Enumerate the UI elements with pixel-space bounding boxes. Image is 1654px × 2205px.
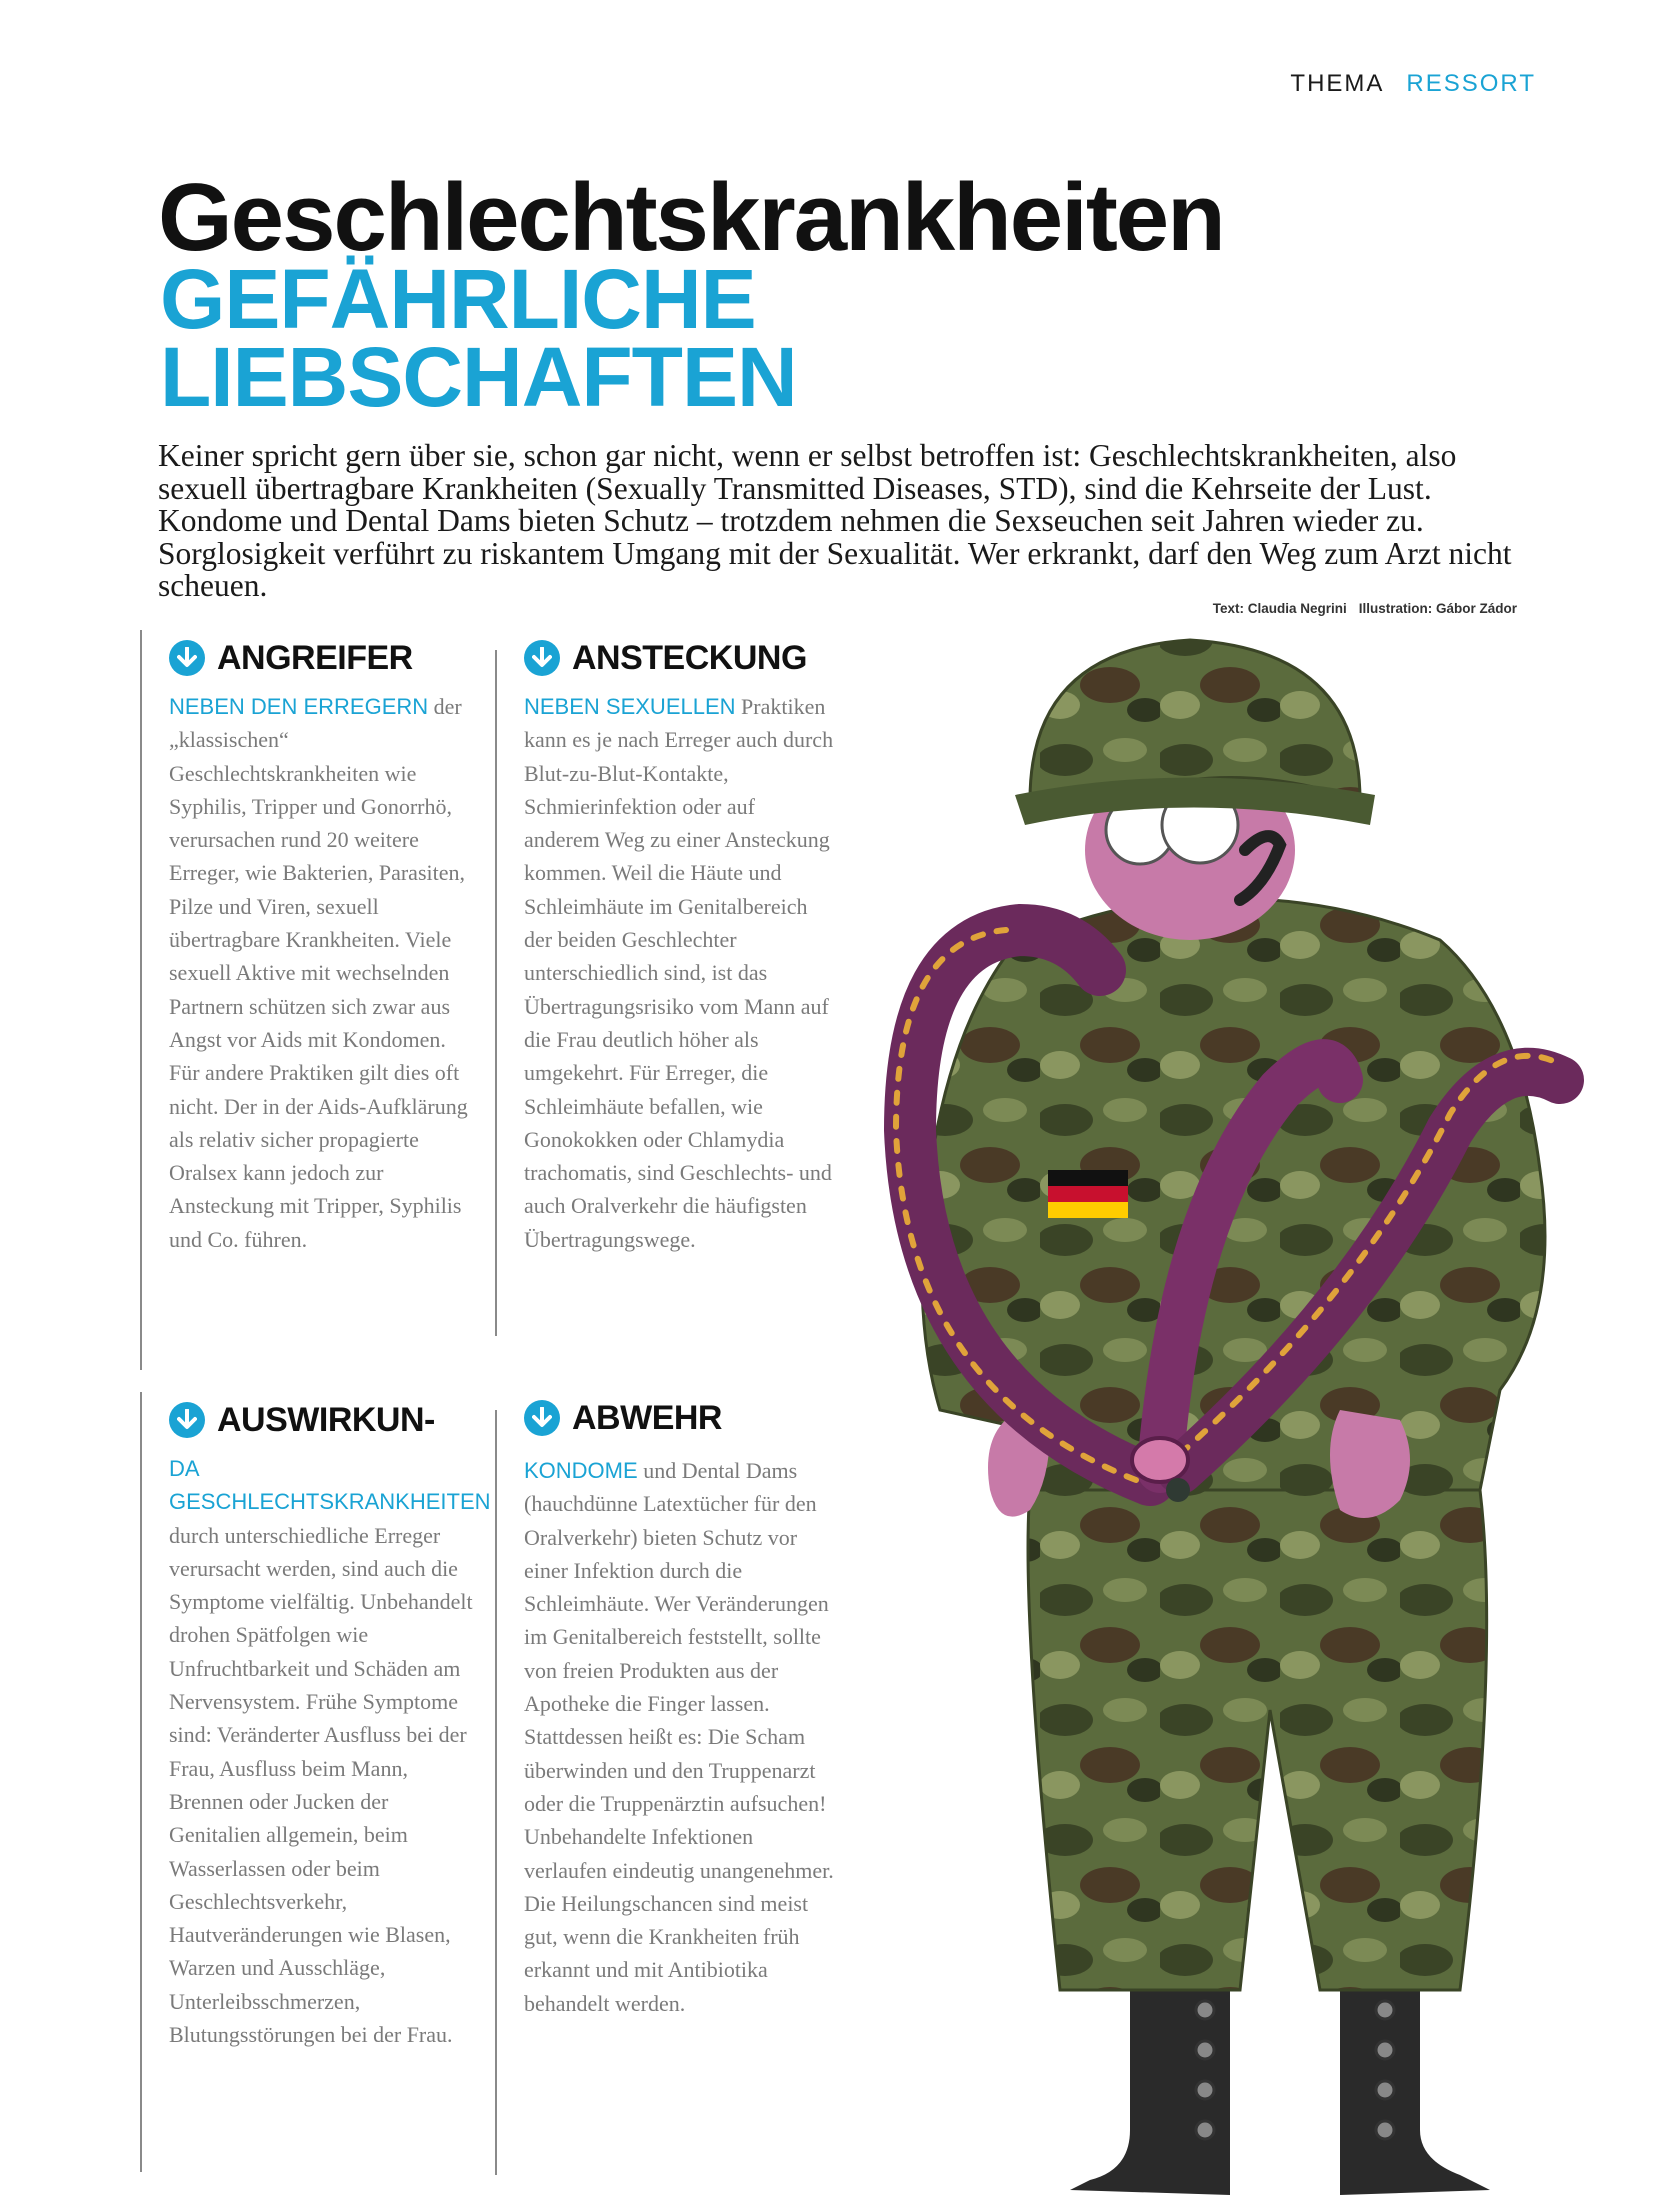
section-body xyxy=(524,1454,836,2020)
arrow-down-icon xyxy=(169,1402,205,1438)
section-heading xyxy=(169,1400,481,1440)
section-text: und Dental Dams (hauchdünne Latextücher für den Oralverkehr) bieten Schutz vor einer Infektion durch die Schleimhäute. Wer Veränderungen im Genitalbereich feststellt, sollte von freien Produkten aus der Apotheke die Finger lassen. Stattdessen heißt es: Die Scham überwinden und den Truppenarzt oder die Truppenärztin aufsuchen! Unbehandelte Infektionen verlaufen eindeutig unangenehmer. Die Heilungschancen sind meist gut, wenn die Krankheiten früh erkannt und mit Antibiotika behandelt werden. xyxy=(524,1458,834,2016)
credit-illustration: Illustration: Gábor Zádor xyxy=(1358,601,1517,616)
section-ansteckung xyxy=(495,638,836,1336)
section-heading xyxy=(524,1398,836,1438)
section-auswirkungen xyxy=(140,1392,491,2172)
section-lead-in: NEBEN DEN ERREGERN xyxy=(169,694,429,719)
section-heading xyxy=(169,638,481,678)
page-title: Geschlechtskrankheiten xyxy=(158,164,1224,271)
section-angreifer xyxy=(140,630,481,1370)
lead-paragraph: Keiner spricht gern über sie, schon gar nicht, wenn er selbst betroffen ist: Geschlechtskrankheiten, also sexuell übertragbare Krankheiten (Sexually Transmitted Diseases, STD), sind die Kehrseite der Lust. Kondome und Dental Dams bieten Schutz – trotzdem nehmen die Sexseuchen seit Jahren wieder zu. Sorglosigkeit verführt zu riskantem Umgang mit der Sexualität. Wer erkrankt, darf den Weg zum Arzt nicht scheuen. xyxy=(158,438,1512,603)
section-text: der „klassischen“ Geschlechtskrankheiten wie Syphilis, Tripper und Gonorrhö, verursachen rund 20 weitere Erreger, wie Bakterien, Parasiten, Pilze und Viren, sexuell übertragbare Krankheiten. Viele sexuell Aktive mit wechselnden Partnern schützen sich zwar aus Angst vor Aids mit Kondomen. Für andere Praktiken gilt dies oft nicht. Der in der Aids-Aufklärung als relativ sicher propagierte Oralsex kann jedoch zur Ansteckung mit Tripper, Syphilis und Co. führen. xyxy=(169,694,468,1252)
soldier-with-tentacles-illustration xyxy=(800,610,1654,2205)
section-text: durch unterschiedliche Erreger verursacht werden, sind auch die Symptome vielfältig. Unbehandelt drohen Spätfolgen wie Unfruchtbarkeit und Schäden am Nervensystem. Frühe Symptome sind: Veränderter Ausfluss bei der Frau, Ausfluss beim Mann, Brennen oder Jucken der Genitalien allgemein, beim Wasserlassen oder beim Geschlechtsverkehr, Hautveränderungen wie Blasen, Warzen und Ausschläge, Unterleibsschmerzen, Blutungsstörungen bei der Frau. xyxy=(169,1522,473,2048)
arrow-down-icon xyxy=(524,1400,560,1436)
section-title: ANSTECKUNG xyxy=(572,638,807,677)
header-thema: THEMA xyxy=(1290,70,1385,97)
credit-text: Text: Claudia Negrini xyxy=(1212,601,1347,616)
section-body xyxy=(169,1452,491,2051)
section-body xyxy=(524,690,836,1256)
arrow-down-icon xyxy=(169,640,205,676)
section-title: ABWEHR xyxy=(572,1398,722,1437)
section-heading xyxy=(524,638,836,678)
section-lead-in: DA GESCHLECHTSKRANKHEITEN xyxy=(169,1456,491,1515)
subtitle-line-1: GEFÄHRLICHE xyxy=(160,252,756,346)
section-title: ANGREIFER xyxy=(217,638,413,677)
header-ressort: RESSORT xyxy=(1406,70,1536,97)
section-title: AUSWIRKUN- xyxy=(217,1400,435,1439)
section-text: Praktiken kann es je nach Erreger auch durch Blut-zu-Blut-Kontakte, Schmierinfektion oder auf anderem Weg zu einer Ansteckung kommen. Weil die Häute und Schleimhäute im Genitalbereich der beiden Geschlechter unterschiedlich sind, ist das Übertragungsrisiko vom Mann auf die Frau deutlich höher als umgekehrt. Für Erreger, die Schleimhäute befallen, wie Gonokokken oder Chlamydia trachomatis, sind Geschlechts- und auch Oralverkehr die häufigsten Übertragungswege. xyxy=(524,694,834,1252)
section-lead-in: KONDOME xyxy=(524,1458,638,1483)
section-lead-in: NEBEN SEXUELLEN xyxy=(524,694,736,719)
subtitle-line-2: LIEBSCHAFTEN xyxy=(160,330,797,424)
arrow-down-icon xyxy=(524,640,560,676)
section-body xyxy=(169,690,481,1256)
section-header xyxy=(1290,70,1536,98)
section-abwehr xyxy=(495,1398,836,2175)
page-subtitle xyxy=(160,252,797,424)
